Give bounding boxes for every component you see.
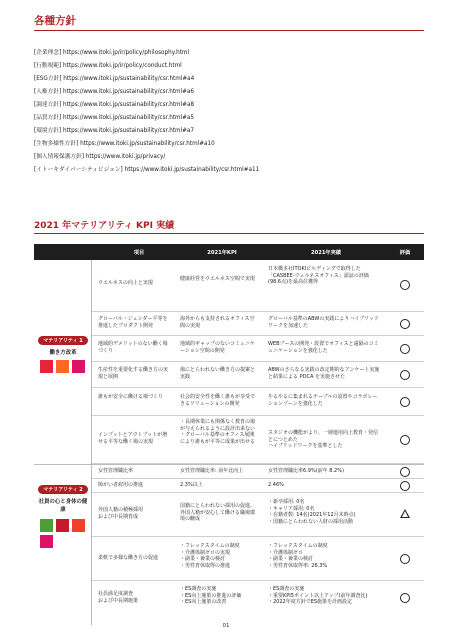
sdg-8-icon <box>56 360 69 373</box>
table-row <box>92 416 424 464</box>
row-eval <box>390 435 420 448</box>
row-eval <box>390 481 420 494</box>
policy-link[interactable]: https://www.itoki.jp/sustainability/csr.html#a8 <box>63 102 195 108</box>
policy-item <box>34 50 434 63</box>
policy-item <box>34 115 434 128</box>
row-item: 生産性を重要化する働き方の実現と展開 <box>98 367 169 380</box>
header-item: 項目 <box>133 250 145 256</box>
policy-item <box>34 154 434 167</box>
eval-circle-icon <box>400 554 410 564</box>
row-kpi: 女性管理職比率: 前年比向上 <box>180 468 244 474</box>
row-kpi: 2.3%以上 <box>180 482 203 488</box>
row-result: スタジオの機能がより、一層運用向上教育・発信とにつとめた ハイブリッドワークを基準とした <box>268 430 379 450</box>
row-result: WEBブースの開発・設置でオフィスと遠隔のコミュニケーションを強化した <box>268 341 379 354</box>
row-item: 女性管理職比率 <box>98 468 134 474</box>
table-row <box>92 362 424 388</box>
table-row <box>92 465 424 479</box>
policy-item <box>34 76 434 89</box>
table-header <box>34 244 424 260</box>
row-kpi: 場にとらわれない働き方の提案と実践 <box>180 367 256 380</box>
row-kpi: ・ES調査の実施 ・ES向上施策の推進の評価 ・ES向上施策の改善 <box>180 586 242 606</box>
eval-circle-icon <box>400 280 410 290</box>
policy-item <box>34 102 434 115</box>
row-kpi: 社会的安全性を働く誰もが享受できるソリューションの開発 <box>180 394 256 407</box>
row-item: インプットとアウトプットが増せる平等な働く場の実現 <box>98 432 168 445</box>
title-rule <box>34 30 424 31</box>
policy-label: [人権方針] <box>34 89 62 95</box>
row-eval <box>390 319 420 332</box>
policy-item <box>34 63 434 76</box>
row-item: 外国人籍の積極採用 および中長期育成 <box>98 507 144 520</box>
materiality-badge: マテリアリティ 1 <box>38 336 88 345</box>
policy-label: [行動規範] <box>34 63 62 69</box>
policy-link[interactable]: https://www.itoki.jp/sustainability/csr.html#a4 <box>63 76 195 82</box>
table-row <box>92 336 424 362</box>
policy-link[interactable]: https://www.itoki.jp/privacy/ <box>85 154 166 160</box>
row-item: グローバル・ジェンダー平等を推進したプロダクト開発 <box>98 316 168 329</box>
table-row <box>92 388 424 416</box>
materiality-subtitle: 社員の心と身体の健康 <box>38 499 88 513</box>
eval-circle-icon <box>400 593 410 603</box>
row-result: ・フレックスタイムの制度 ・介護体制ゼロ ・副業・兼業の検討 ・男性育休取得率: 26.3% <box>268 543 328 569</box>
policy-link[interactable]: https://www.itoki.jp/sustainability/csr.html#a10 <box>80 141 215 147</box>
policy-label: [品質方針] <box>34 115 62 121</box>
sdg-10-icon <box>40 535 53 548</box>
header-result: 2021年実績 <box>310 250 341 256</box>
kpi-title: 2021 年マテリアリティ KPI 実績 <box>34 221 175 231</box>
policy-link[interactable]: https://www.itoki.jp/ir/policy/conduct.html <box>63 63 182 69</box>
row-item: 地域的デメリットのない働く場づくり <box>98 341 168 354</box>
policy-link[interactable]: https://www.itoki.jp/sustainability/csr.html#a5 <box>63 115 195 121</box>
row-item: 誰もが安全に働ける場づくり <box>98 394 164 400</box>
row-result: ・新卒採用: 0名 ・キャリア採用: 0名 ・在籍者数: 14名(2021年12月末時点) ・国籍にとらわれない人財の採用活動 <box>268 499 356 525</box>
eval-triangle-icon <box>400 509 410 518</box>
policy-label: [調達方針] <box>34 102 62 108</box>
row-result: 2.46% <box>268 482 284 488</box>
row-kpi: ・長期休業にも関係なく教育の場が与えられるように設計出来ない ・グローバル基準のオフィス展開により誰もが平等に成果が出せる <box>180 419 256 445</box>
row-eval <box>390 397 420 410</box>
eval-circle-icon <box>400 467 410 477</box>
table-row <box>92 581 424 616</box>
policy-item <box>34 141 434 154</box>
row-result: グローバル基準のABWの実践によりハイブリッドワークを加速した <box>268 316 379 329</box>
row-result: やるやるに集まれるテーブルの設置やコラボレーションゾーンを強化した <box>268 394 378 407</box>
policy-item <box>34 167 434 180</box>
sdg-10-icon <box>72 360 85 373</box>
policy-link[interactable]: https://www.itoki.jp/sustainability/csr.html#a7 <box>63 128 195 134</box>
row-eval <box>390 554 420 567</box>
row-result: 女性管理職比率6.9%(前年 8.2%) <box>268 468 344 474</box>
row-eval <box>390 509 420 521</box>
row-result: ABWのさらなる実践の改定期的なアンケート実施と結果による PDCA を実施させた <box>268 367 380 380</box>
sdg-5-icon <box>72 519 85 532</box>
row-eval <box>390 344 420 357</box>
policy-list <box>34 50 434 180</box>
table-row <box>92 537 424 581</box>
policy-label: [イトーキダイバーシティビジョン] <box>34 167 123 173</box>
row-item: ウエルネスの向上と実現 <box>98 280 153 286</box>
materiality-badge: マテリアリティ 2 <box>38 485 88 494</box>
table-row <box>92 479 424 493</box>
sdg-4-icon <box>56 519 69 532</box>
row-result: ・ES調査の実施 ・重要KPI5ポイント以上アップ(前年調査比) ・2022年度方針でES施策を計画設定 <box>268 586 368 606</box>
eval-circle-icon <box>400 481 410 491</box>
row-kpi: 地域的ギャップのないコミュニケーション空間の開発 <box>180 341 255 354</box>
page-number: 01 <box>222 623 230 629</box>
materiality-subtitle: 働き方改革 <box>49 350 77 356</box>
table-row <box>92 260 424 312</box>
row-kpi: ・フレックスタイムの制度 ・介護体制ゼロの実現 ・副業・兼業の検討 ・男性育休取得の推進 <box>180 543 240 569</box>
eval-circle-icon <box>400 344 410 354</box>
sdg-3-icon <box>40 519 53 532</box>
row-eval <box>390 370 420 383</box>
row-item: 障がい者雇用の推進 <box>98 482 144 488</box>
kpi-title-rule <box>34 233 424 234</box>
row-item: 柔軟で多様な働き方の促進 <box>98 555 159 561</box>
policy-label: [企業理念] <box>34 50 62 56</box>
table-row <box>92 312 424 336</box>
policy-item <box>34 128 434 141</box>
row-kpi: 国籍にとらわれない採用の促進、外国人籍が安心して働ける職場環境の醸成 <box>180 503 256 523</box>
table-row <box>92 493 424 537</box>
policy-link[interactable]: https://www.itoki.jp/ir/policy/philosophy.html <box>63 50 190 56</box>
policy-label: [生物多様性方針] <box>34 141 79 147</box>
row-result: 日本橋本社ITOKIビルディングで取得した「CASBEE-ウェルネスオフィス」認証の評価(98.6点)を最高位獲得 <box>268 266 369 286</box>
policy-label: [個人情報保護方針] <box>34 154 84 160</box>
policy-label: [環境方針] <box>34 128 62 134</box>
row-eval <box>390 280 420 293</box>
header-kpi: 2021年KPI <box>207 250 237 256</box>
eval-circle-icon <box>400 370 410 380</box>
materiality-1-cell <box>34 260 92 464</box>
eval-circle-icon <box>400 319 410 329</box>
policy-link[interactable]: https://www.itoki.jp/sustainability/csr.html#a11 <box>124 167 260 173</box>
header-eval: 評価 <box>399 250 411 256</box>
row-eval <box>390 467 420 480</box>
sdg-3-icon <box>40 360 53 373</box>
row-eval <box>390 593 420 606</box>
materiality-2-cell <box>34 465 92 625</box>
row-kpi: 健康経営をウエルネス空間で実現 <box>180 276 255 282</box>
policy-item <box>34 89 434 102</box>
policy-link[interactable]: https://www.itoki.jp/sustainability/csr.html#a6 <box>63 89 195 95</box>
eval-circle-icon <box>400 435 410 445</box>
row-item: 社員満足度調査 および中長期施策 <box>98 591 139 604</box>
policy-label: [ESG方針] <box>34 76 62 82</box>
eval-circle-icon <box>400 397 410 407</box>
section-title: 各種方針 <box>34 15 76 27</box>
row-kpi: 海外からも支持されるオフィス空間の実現 <box>180 316 255 329</box>
